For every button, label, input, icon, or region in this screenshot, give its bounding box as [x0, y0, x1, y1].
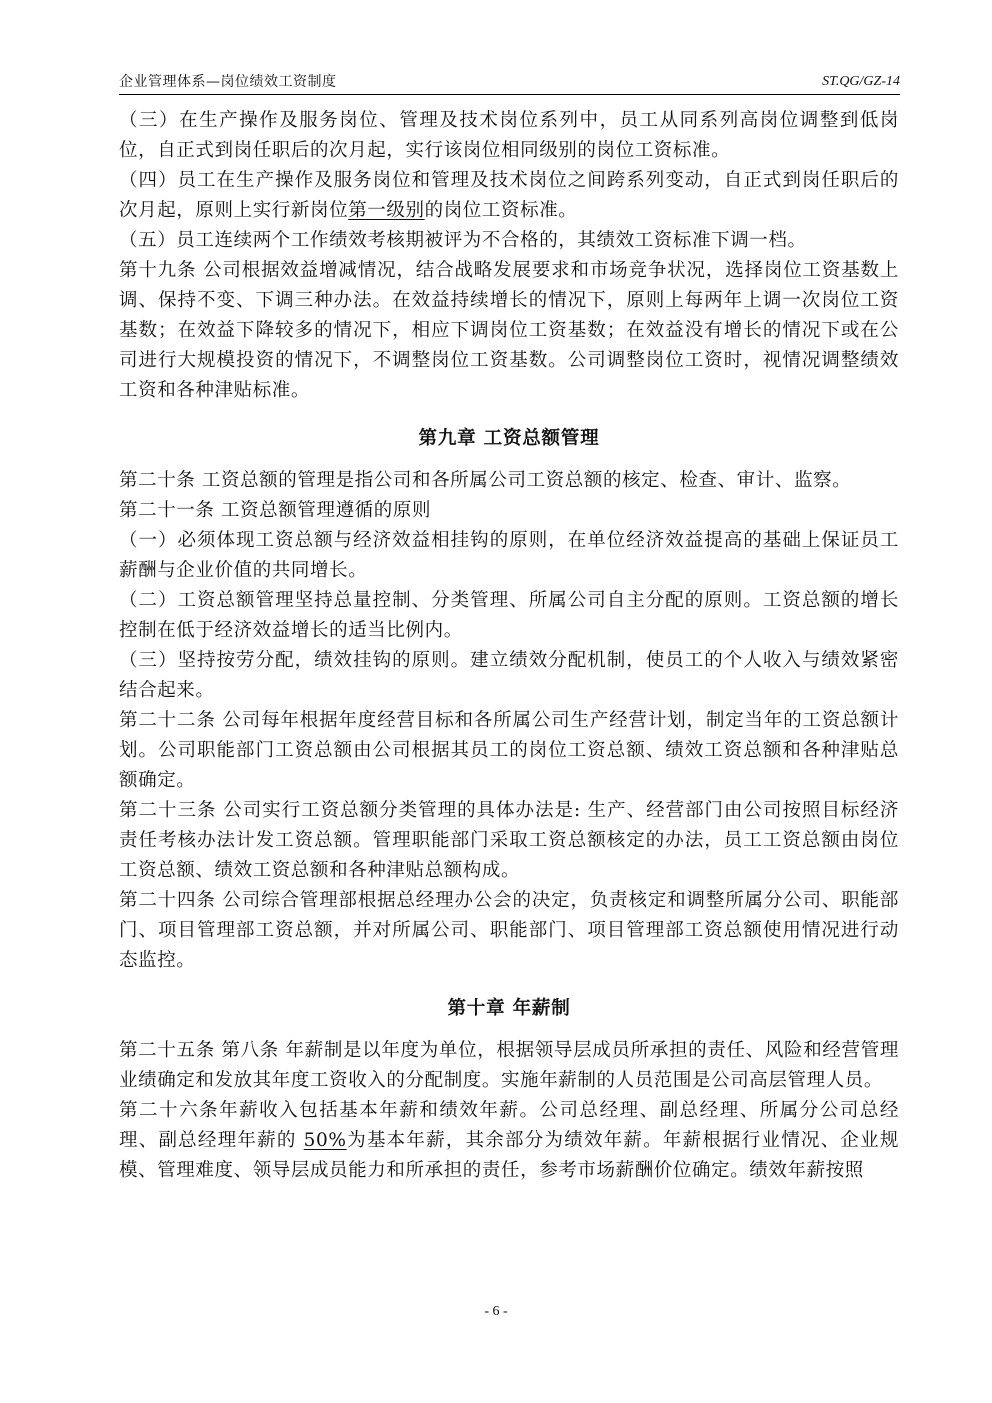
- article-26: [119, 1096, 899, 1186]
- header-title: 企业管理体系—岗位绩效工资制度: [119, 74, 337, 90]
- article-20: 第二十条 工资总额的管理是指公司和各所属公司工资总额的核定、检查、审计、监察。: [119, 470, 852, 491]
- page-number: - 6 -: [484, 1304, 508, 1319]
- principle-3: （三）坚持按劳分配，绩效挂钩的原则。建立绩效分配机制，使员工的个人收入与绩效紧密结合起来。: [119, 650, 899, 701]
- header-doc-code: ST.QG/GZ-14: [822, 74, 900, 89]
- principle-2: （二）工资总额管理坚持总量控制、分类管理、所属公司自主分配的原则。工资总额的增长控制在低于经济效益增长的适当比例内。: [119, 590, 899, 641]
- article-24: 第二十四条 公司综合管理部根据总经理办公会的决定，负责核定和调整所属分公司、职能部门、项目管理部工资总额，并对所属公司、职能部门、项目管理部工资总额使用情况进行动态监控。: [119, 890, 899, 971]
- document-body: [119, 106, 899, 1186]
- chapter-9-heading: 第九章 工资总额管理: [418, 428, 600, 449]
- clause-item-4: [119, 166, 899, 226]
- clause-item-3: （三）在生产操作及服务岗位、管理及技术岗位系列中，员工从同系列高岗位调整到低岗位，自正式到岗任职后的次月起，实行该岗位相同级别的岗位工资标准。: [119, 110, 899, 161]
- chapter-10-heading: 第十章 年薪制: [447, 998, 571, 1019]
- principle-1: （一）必须体现工资总额与经济效益相挂钩的原则，在单位经济效益提高的基础上保证员工薪酬与企业价值的共同增长。: [119, 530, 899, 581]
- article-21: 第二十一条 工资总额管理遵循的原则: [119, 500, 432, 521]
- clause-item-5: （五）员工连续两个工作绩效考核期被评为不合格的，其绩效工资标准下调一档。: [119, 230, 807, 251]
- article-22: 第二十二条 公司每年根据年度经营目标和各所属公司生产经营计划，制定当年的工资总额计划。公司职能部门工资总额由公司根据其员工的岗位工资总额、绩效工资总额和各种津贴总额确定。: [119, 710, 899, 791]
- page-header: [119, 72, 900, 95]
- underlined-first-level: 第一级别: [348, 200, 425, 221]
- underlined-percentage: 50%: [303, 1130, 347, 1151]
- clause-item-4-text-b: 的岗位工资标准。: [424, 200, 578, 221]
- clause-item-4-text-a: （四）员工在生产操作及服务岗位和管理及技术岗位之间跨系列变动，自正式到岗任职后的次月起，原则上实行新岗位: [119, 170, 899, 221]
- article-19: 第十九条 公司根据效益增减情况，结合战略发展要求和市场竞争状况，选择岗位工资基数上调、保持不变、下调三种办法。在效益持续增长的情况下，原则上每两年上调一次岗位工资基数；在效益下降较多的情况下，相应下调岗位工资基数；在效益没有增长的情况下或在公司进行大规模投资的情况下，不调整岗位工资基数。公司调整岗位工资时，视情况调整绩效工资和各种津贴标准。: [119, 260, 899, 401]
- article-26-text-a: 第二十六条年薪收入包括基本年薪和绩效年薪。公司总经理、副总经理、所属分公司总经理、副总经理年薪的: [119, 1100, 899, 1151]
- article-23: 第二十三条 公司实行工资总额分类管理的具体办法是: 生产、经营部门由公司按照目标经济责任考核办法计发工资总额。管理职能部门采取工资总额核定的办法，员工工资总额由岗位工资总额、绩效工资总额和各种津贴总额构成。: [119, 800, 899, 881]
- article-25: 第二十五条 第八条 年薪制是以年度为单位，根据领导层成员所承担的责任、风险和经营管理业绩确定和发放其年度工资收入的分配制度。实施年薪制的人员范围是公司高层管理人员。: [119, 1040, 899, 1091]
- article-26-text-b: 为基本年薪，其余部分为绩效年薪。年薪根据行业情况、企业规模、管理难度、领导层成员能力和所承担的责任，参考市场薪酬价位确定。绩效年薪按照: [119, 1130, 899, 1181]
